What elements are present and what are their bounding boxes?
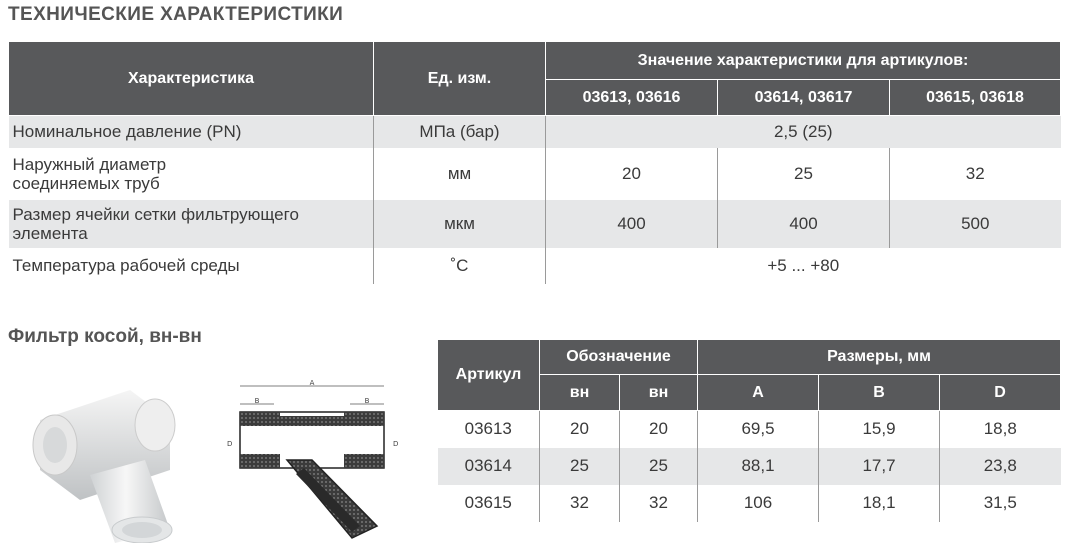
cell-vn: 32: [620, 485, 698, 522]
row-name: [9, 148, 374, 200]
row-name: Номинальное давление (PN): [9, 116, 374, 148]
dim-b-label-left: B: [254, 397, 260, 405]
row-value: 400: [546, 200, 718, 248]
header-characteristic: Характеристика: [9, 42, 374, 116]
table-row: [9, 248, 1061, 284]
dim-d-label-left: D: [227, 440, 233, 448]
row-unit: МПа (бар): [374, 116, 546, 148]
table-row: [438, 448, 1061, 485]
header-vn-2: вн: [620, 375, 698, 411]
row-merged-value: +5 ... +80: [767, 255, 840, 275]
row-unit: мкм: [374, 200, 546, 248]
header-values: Значение характеристики для артикулов:: [546, 42, 1061, 80]
header-article-3: 03615, 03618: [890, 80, 1061, 116]
row-name: Температура рабочей среды: [9, 248, 374, 284]
product-photo: [20, 380, 190, 543]
row-value: 32: [965, 163, 985, 183]
cell-b: 17,7: [819, 448, 940, 485]
header-dim-a: A: [698, 375, 819, 411]
row-name: [9, 200, 374, 248]
header-unit: Ед. изм.: [374, 42, 546, 116]
cell-d: 23,8: [940, 448, 1061, 485]
table-row: [9, 200, 1061, 248]
table-row: [438, 411, 1061, 448]
row-value: 25: [718, 148, 890, 200]
row-name-line2: соединяемых труб: [12, 173, 160, 193]
technical-drawing: [212, 376, 412, 542]
cell-vn: 25: [540, 448, 620, 485]
cell-article: 03614: [438, 448, 540, 485]
cell-d: 31,5: [983, 493, 1017, 512]
row-unit: мм: [374, 148, 546, 200]
cell-vn: 20: [540, 411, 620, 448]
cell-article: 03613: [438, 411, 540, 448]
cell-a: 88,1: [698, 448, 819, 485]
header-article-2: 03614, 03617: [718, 80, 890, 116]
cell-d: 18,8: [983, 419, 1017, 439]
sizes-table: [437, 339, 1061, 522]
product-title: Фильтр косой, вн-вн: [8, 326, 202, 347]
header-dimensions: Размеры, мм: [698, 340, 1061, 375]
row-unit: ˚С: [374, 248, 546, 284]
spec-title: ТЕХНИЧЕСКИЕ ХАРАКТЕРИСТИКИ: [8, 4, 344, 25]
dim-b-label-right: B: [364, 397, 370, 405]
cell-a: 69,5: [698, 411, 819, 448]
row-name-line1: Размер ячейки сетки фильтрующего: [12, 204, 299, 224]
row-value: 500: [890, 200, 1061, 248]
header-article-1: 03613, 03616: [546, 80, 718, 116]
table-row: [9, 116, 1061, 148]
cell-a: 106: [698, 485, 819, 522]
cell-b: 15,9: [819, 411, 940, 448]
table-row: [438, 485, 1061, 522]
header-dim-b: B: [819, 375, 940, 411]
row-name-line1: Наружный диаметр: [12, 154, 167, 174]
header-designation: Обозначение: [540, 340, 698, 375]
row-value: 400: [718, 200, 890, 248]
spec-table: [8, 41, 1061, 284]
header-article: Артикул: [438, 340, 540, 411]
row-value: 20: [546, 148, 718, 200]
cell-vn: 32: [540, 485, 620, 522]
cell-vn: 25: [620, 448, 698, 485]
header-dim-d: D: [940, 375, 1061, 411]
row-merged-value: 2,5 (25): [546, 116, 1061, 148]
cell-vn: 20: [620, 411, 698, 448]
cell-b: 18,1: [819, 485, 940, 522]
header-vn-1: вн: [540, 375, 620, 411]
dim-d-label-right: D: [393, 440, 399, 448]
cell-article: 03615: [438, 485, 540, 522]
row-name-line2: элемента: [12, 223, 88, 243]
dim-a-label: A: [309, 379, 315, 387]
table-row: [9, 148, 1061, 200]
